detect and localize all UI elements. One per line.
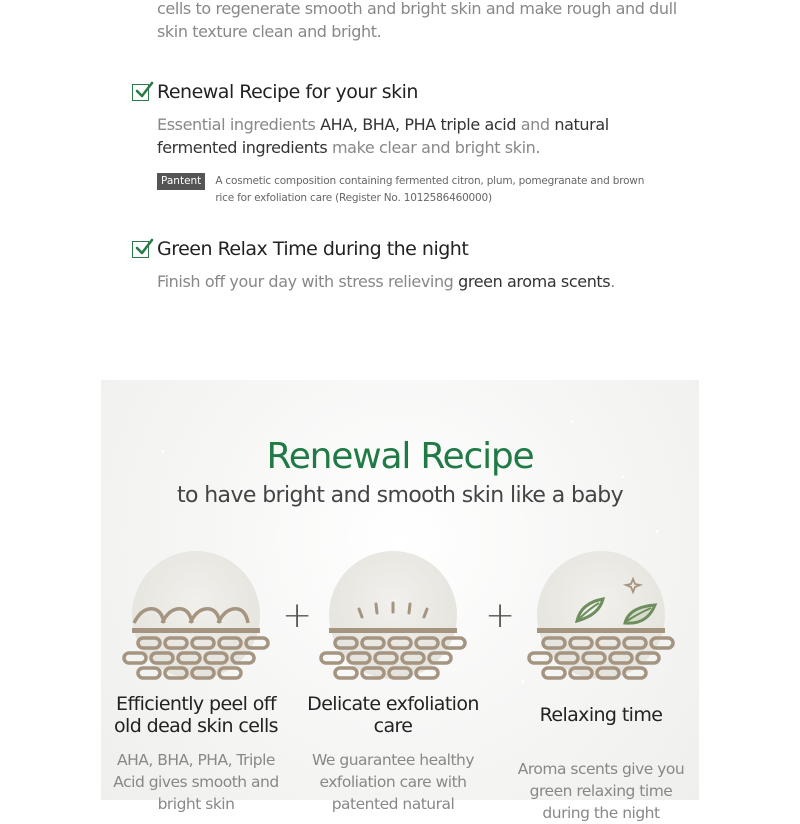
feature-description xyxy=(157,270,657,293)
checkmark-icon xyxy=(132,84,149,101)
desc-text: Finish off your day with stress relieving xyxy=(157,272,459,291)
step-relaxing xyxy=(511,551,691,824)
desc-text: make clear and bright skin. xyxy=(327,138,541,157)
sparkle-decoration xyxy=(571,420,574,423)
feature-title: Renewal Recipe for your skin xyxy=(157,81,418,103)
feature-green-relax xyxy=(132,238,692,293)
highlight-text: green aroma scents xyxy=(458,272,611,291)
step-title: Relaxing time xyxy=(539,704,663,726)
step-description: AHA, BHA, PHA, Triple Acid gives smooth and bright skin xyxy=(113,751,279,813)
highlight-text: natural fermented ingredients xyxy=(157,115,609,157)
renewal-recipe-section xyxy=(101,380,699,822)
desc-text: . xyxy=(610,272,615,291)
checkmark-icon xyxy=(132,241,149,258)
step-exfoliation xyxy=(303,551,483,815)
step-description: Aroma scents give you green relaxing time during the night xyxy=(517,760,685,822)
patent-note xyxy=(157,173,692,207)
highlight-text: AHA, BHA, PHA triple acid xyxy=(320,115,517,134)
feature-renewal-recipe xyxy=(132,81,692,207)
plus-icon: + xyxy=(485,595,516,636)
intro-paragraph: cells to regenerate smooth and bright skin and make rough and dull skin texture clean and bright. xyxy=(157,0,677,41)
leaf-aroma-icon xyxy=(537,551,665,679)
desc-text: and xyxy=(516,115,555,134)
recipe-title: Renewal Recipe xyxy=(266,436,534,477)
desc-text: Essential ingredients xyxy=(157,115,321,134)
feature-title: Green Relax Time during the night xyxy=(157,238,469,260)
recipe-subtitle: to have bright and smooth skin like a baby xyxy=(176,483,624,508)
plus-icon: + xyxy=(282,595,313,636)
step-peel-off xyxy=(106,551,286,815)
patent-badge: Pantent xyxy=(157,173,205,190)
step-title: Efficiently peel off old dead skin cells xyxy=(114,693,278,737)
feature-description xyxy=(157,113,657,159)
patent-text: A cosmetic composition containing fermented citron, plum, pomegranate and brown rice for exfoliation care (Register No. 1012586460000) xyxy=(215,175,645,204)
step-title: Delicate exfoliation care xyxy=(307,693,479,737)
peeling-skin-icon xyxy=(132,551,260,679)
step-description: We guarantee healthy exfoliation care with patented natural xyxy=(311,751,475,813)
exfoliation-rays-icon xyxy=(329,551,457,679)
sparkle-decoration xyxy=(656,530,659,533)
